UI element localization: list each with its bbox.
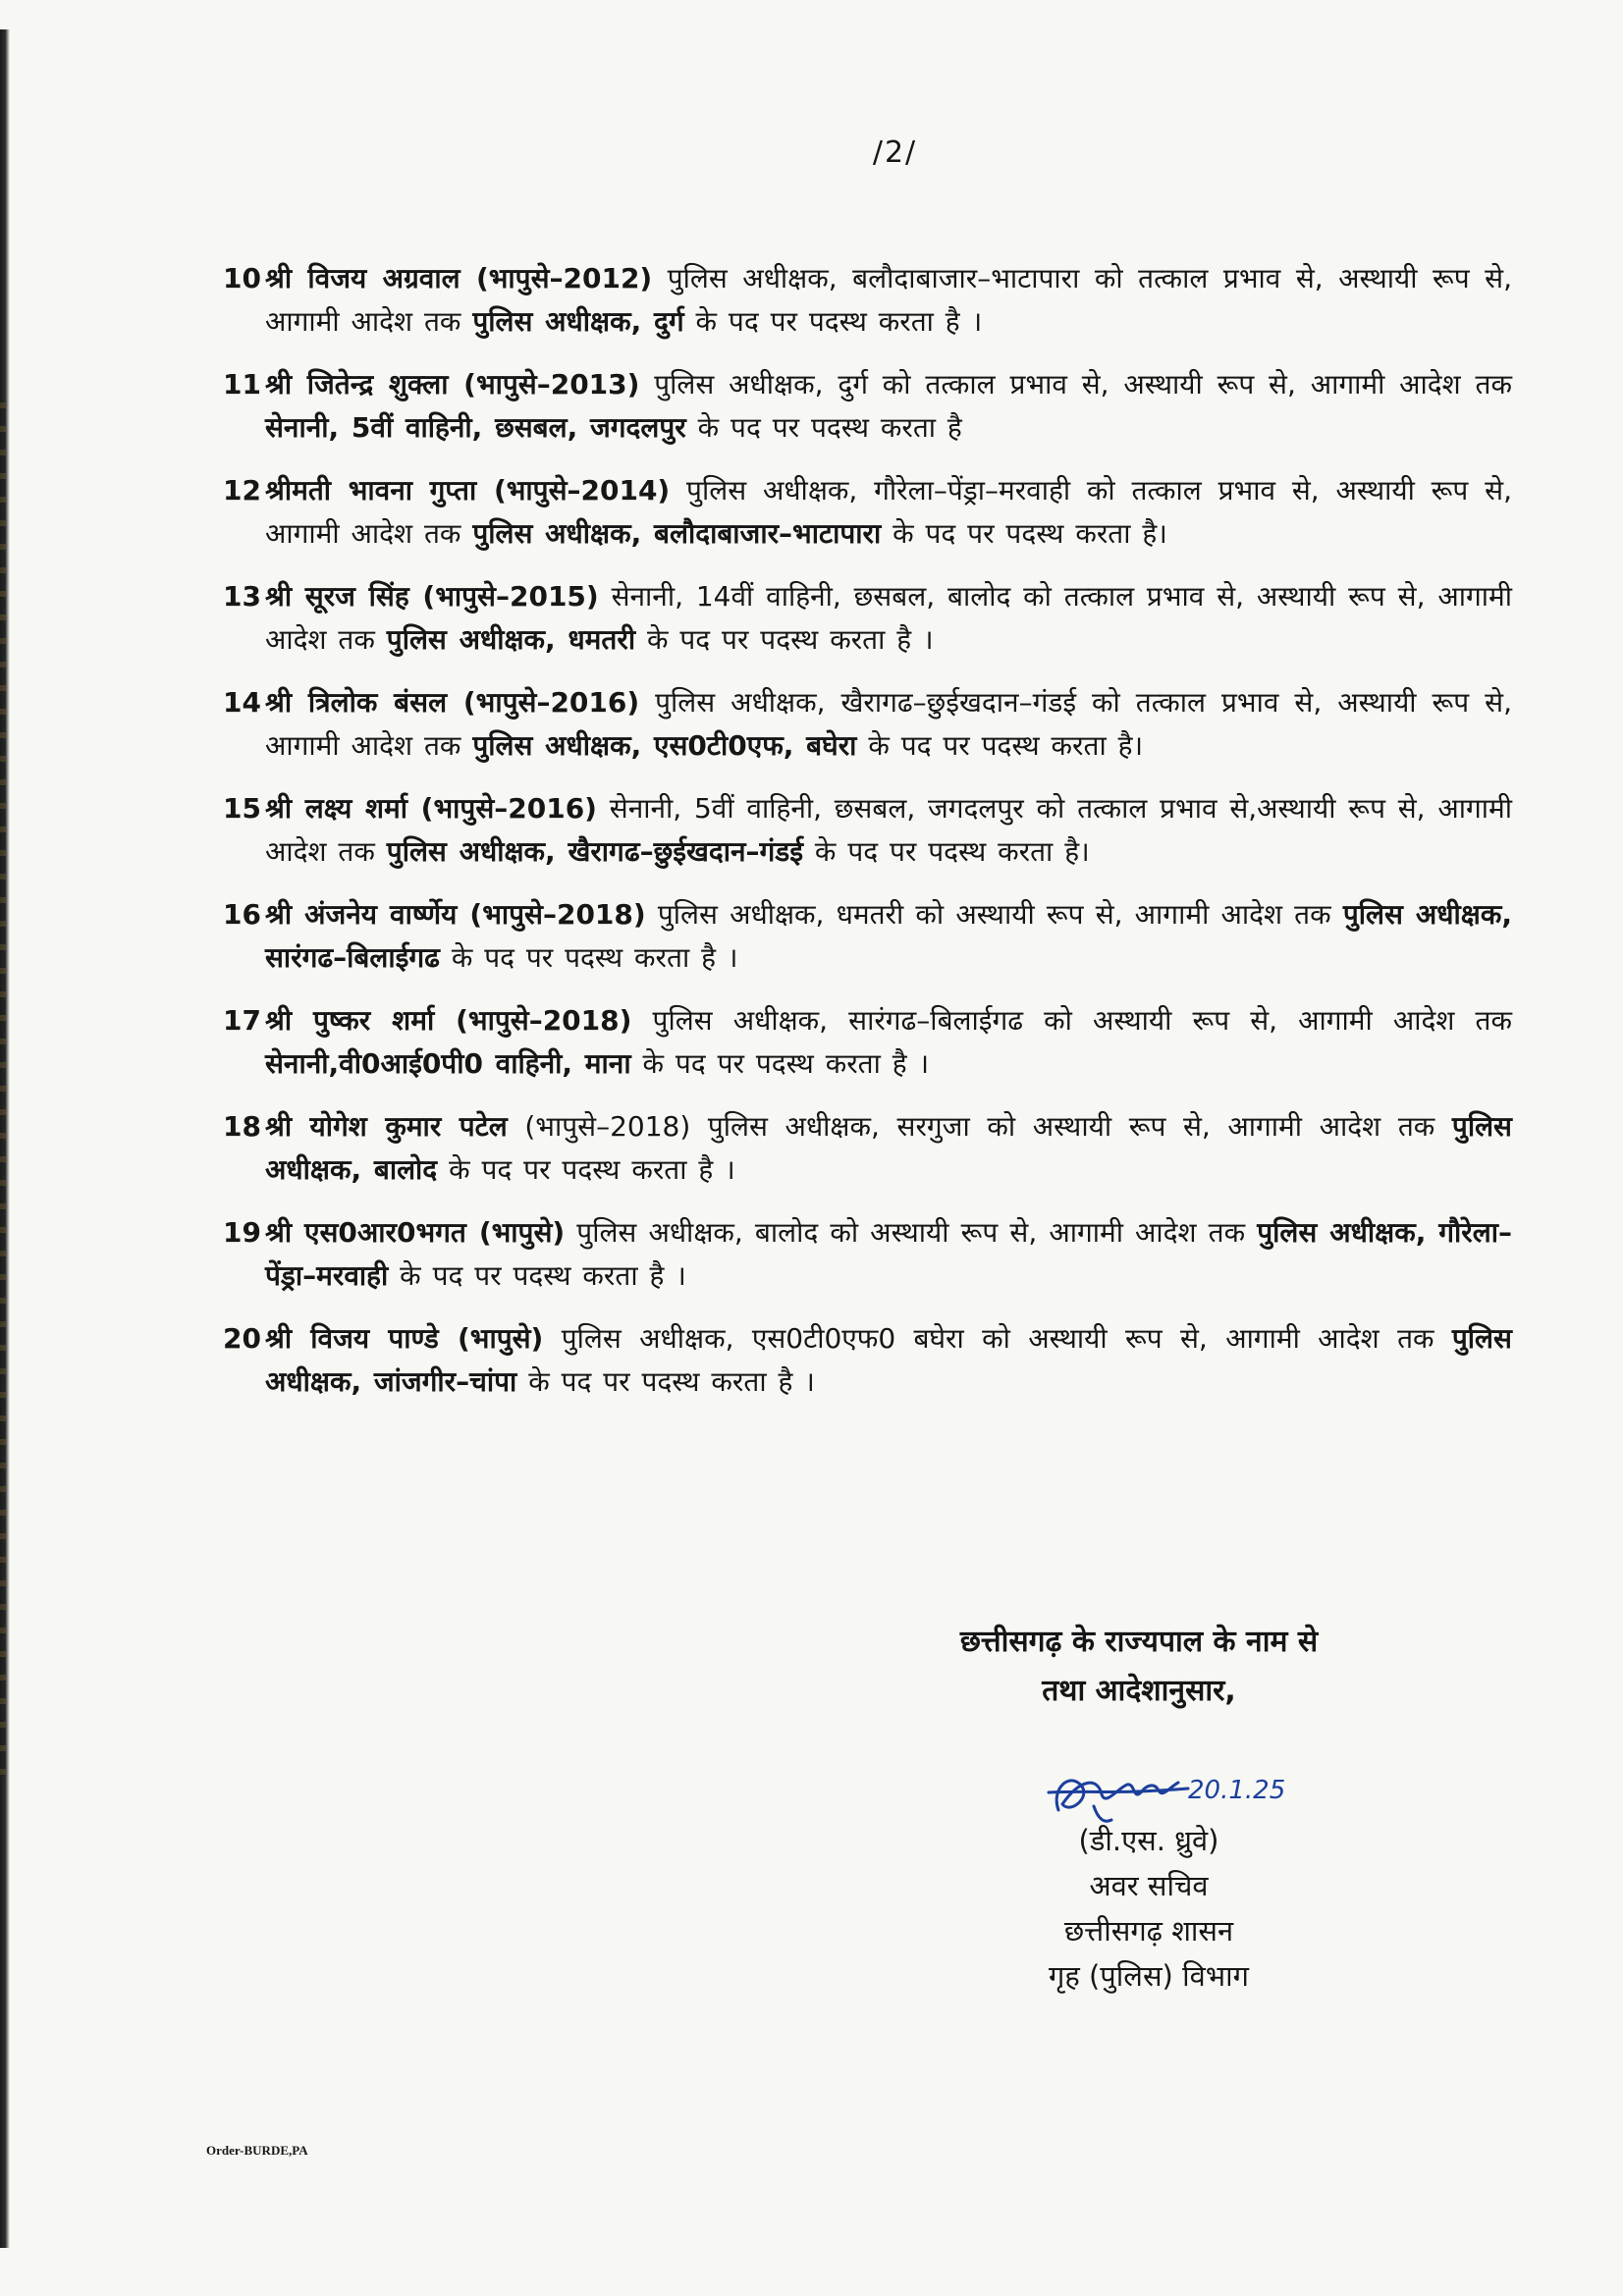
signatory-government: छत्तीसगढ़ शासन	[1063, 1914, 1234, 1948]
order-number: 19	[223, 1216, 261, 1249]
officer-name: श्री त्रिलोक बंसल (भापुसे–2016)	[265, 686, 640, 719]
new-post: पुलिस अधीक्षक, एस0टी0एफ, बघेरा	[472, 729, 857, 762]
order-text	[265, 999, 1512, 1086]
new-post: सेनानी,वी0आई0पी0 वाहिनी, माना	[265, 1047, 631, 1080]
order-number: 16	[223, 898, 261, 931]
order-text-b: के पद पर पदस्थ करता है ।	[683, 305, 983, 338]
new-post: पुलिस अधीक्षक, बलौदाबाजार–भाटापारा	[472, 517, 882, 550]
order-text	[265, 1317, 1512, 1404]
order-text-a: पुलिस अधीक्षक, खैरागढ–छुईखदान–गंडई को तत्काल प्रभाव से, अस्थायी रूप से, आगामी आदेश तक	[265, 686, 1512, 762]
order-text	[265, 363, 1512, 450]
order-text	[265, 893, 1512, 980]
order-item	[223, 575, 1512, 662]
page-number: /2/	[872, 135, 918, 170]
order-text-a: पुलिस अधीक्षक, धमतरी को अस्थायी रूप से, आगामी आदेश तक	[645, 898, 1343, 931]
order-text-b: के पद पर पदस्थ करता है ।	[630, 1047, 930, 1080]
scan-edge-shadow	[0, 29, 10, 2248]
order-list	[223, 257, 1512, 1423]
signatory-block	[992, 1818, 1306, 1999]
order-text-b: के पद पर पदस्थ करता है ।	[437, 1153, 735, 1186]
order-text-a: पुलिस अधीक्षक, गौरेला–पेंड्रा–मरवाही को तत्काल प्रभाव से, अस्थायी रूप से, आगामी आदेश तक	[265, 474, 1512, 550]
order-number: 15	[223, 792, 261, 825]
footer-order-code: Order-BURDE,PA	[206, 2143, 308, 2158]
order-number: 13	[223, 580, 261, 613]
order-item	[223, 363, 1512, 450]
signatory-designation: अवर सचिव	[1089, 1869, 1209, 1902]
new-post: पुलिस अधीक्षक, गौरेला–पेंड्रा–मरवाही	[265, 1216, 1512, 1292]
order-text-b: के पद पर पदस्थ करता है ।	[635, 623, 934, 656]
order-text	[265, 575, 1512, 662]
order-number: 14	[223, 686, 261, 719]
closing-line-2: तथा आदेशानुसार,	[1042, 1674, 1236, 1708]
officer-name: श्री अंजनेय वार्ष्णेय (भापुसे–2018)	[265, 898, 646, 931]
order-item	[223, 257, 1512, 344]
officer-name: श्री एस0आर0भगत (भापुसे)	[265, 1216, 566, 1249]
order-text-a: पुलिस अधीक्षक, सारंगढ–बिलाईगढ को अस्थायी रूप से, आगामी आदेश तक	[631, 1004, 1512, 1037]
officer-name: श्री विजय अग्रवाल (भापुसे–2012)	[265, 262, 653, 294]
order-number: 18	[223, 1110, 261, 1143]
order-number: 12	[223, 474, 261, 507]
closing-line-1: छत्तीसगढ़ के राज्यपाल के नाम से	[959, 1625, 1319, 1659]
order-text-b: के पद पर पदस्थ करता है ।	[516, 1365, 815, 1398]
order-item	[223, 999, 1512, 1086]
new-post: पुलिस अधीक्षक, जांजगीर–चांपा	[265, 1322, 1512, 1398]
order-item	[223, 893, 1512, 980]
officer-name: श्री जितेन्द्र शुक्ला (भापुसे–2013)	[265, 368, 640, 400]
order-item	[223, 787, 1512, 874]
order-number: 11	[223, 368, 261, 400]
order-text	[265, 1105, 1512, 1192]
officer-name: श्रीमती भावना गुप्ता (भापुसे–2014)	[265, 474, 671, 507]
order-text-a: पुलिस अधीक्षक, बलौदाबाजार–भाटापारा को तत्काल प्रभाव से, अस्थायी रूप से, आगामी आदेश तक	[265, 262, 1512, 338]
order-item	[223, 1211, 1512, 1298]
order-item	[223, 1317, 1512, 1404]
order-number: 20	[223, 1322, 261, 1355]
order-text-b: के पद पर पदस्थ करता है	[685, 411, 962, 444]
order-text-b: के पद पर पदस्थ करता है।	[803, 835, 1090, 868]
order-text-b: के पद पर पदस्थ करता है।	[856, 729, 1144, 762]
order-number: 17	[223, 1004, 261, 1037]
new-post: सेनानी, 5वीं वाहिनी, छसबल, जगदलपुर	[265, 411, 686, 444]
order-text	[265, 1211, 1512, 1298]
order-text	[265, 257, 1512, 344]
order-text-a: पुलिस अधीक्षक, एस0टी0एफ0 बघेरा को अस्थायी रूप से, आगामी आदेश तक	[543, 1322, 1452, 1355]
officer-name: श्री योगेश कुमार पटेल	[265, 1110, 508, 1143]
order-text	[265, 787, 1512, 874]
signatory-name: (डी.एस. ध्रुवे)	[1078, 1824, 1219, 1857]
order-text	[265, 469, 1512, 556]
order-item	[223, 681, 1512, 768]
new-post: पुलिस अधीक्षक, खैरागढ–छुईखदान–गंडई	[386, 835, 804, 868]
officer-name: श्री सूरज सिंह (भापुसे–2015)	[265, 580, 599, 613]
order-item	[223, 1105, 1512, 1192]
order-text-a: पुलिस अधीक्षक, बालोद को अस्थायी रूप से, आगामी आदेश तक	[565, 1216, 1258, 1249]
order-number: 10	[223, 262, 261, 294]
officer-name: श्री विजय पाण्डे (भापुसे)	[265, 1322, 544, 1355]
order-text-a: (भापुसे–2018) पुलिस अधीक्षक, सरगुजा को अस्थायी रूप से, आगामी आदेश तक	[507, 1110, 1452, 1143]
new-post: पुलिस अधीक्षक, सारंगढ–बिलाईगढ	[265, 898, 1512, 974]
order-text-a: सेनानी, 14वीं वाहिनी, छसबल, बालोद को तत्काल प्रभाव से, अस्थायी रूप से, आगामी आदेश तक	[265, 580, 1512, 656]
closing-block	[903, 1618, 1375, 1716]
order-text-a: सेनानी, 5वीं वाहिनी, छसबल, जगदलपुर को तत्काल प्रभाव से,अस्थायी रूप से, आगामी आदेश तक	[265, 792, 1512, 868]
signature-date: 20.1.25	[1188, 1776, 1286, 1805]
new-post: पुलिस अधीक्षक, बालोद	[265, 1110, 1512, 1186]
order-item	[223, 469, 1512, 556]
order-text-b: के पद पर पदस्थ करता है ।	[388, 1259, 686, 1292]
new-post: पुलिस अधीक्षक, दुर्ग	[472, 305, 684, 338]
new-post: पुलिस अधीक्षक, धमतरी	[386, 623, 636, 656]
order-text-b: के पद पर पदस्थ करता है ।	[439, 941, 738, 974]
order-text-b: के पद पर पदस्थ करता है।	[881, 517, 1167, 550]
order-text	[265, 681, 1512, 768]
signatory-department: गृह (पुलिस) विभाग	[1049, 1959, 1249, 1993]
order-text-a: पुलिस अधीक्षक, दुर्ग को तत्काल प्रभाव से, अस्थायी रूप से, आगामी आदेश तक	[639, 368, 1512, 400]
officer-name: श्री पुष्कर शर्मा (भापुसे–2018)	[265, 1004, 632, 1037]
officer-name: श्री लक्ष्य शर्मा (भापुसे–2016)	[265, 792, 597, 825]
